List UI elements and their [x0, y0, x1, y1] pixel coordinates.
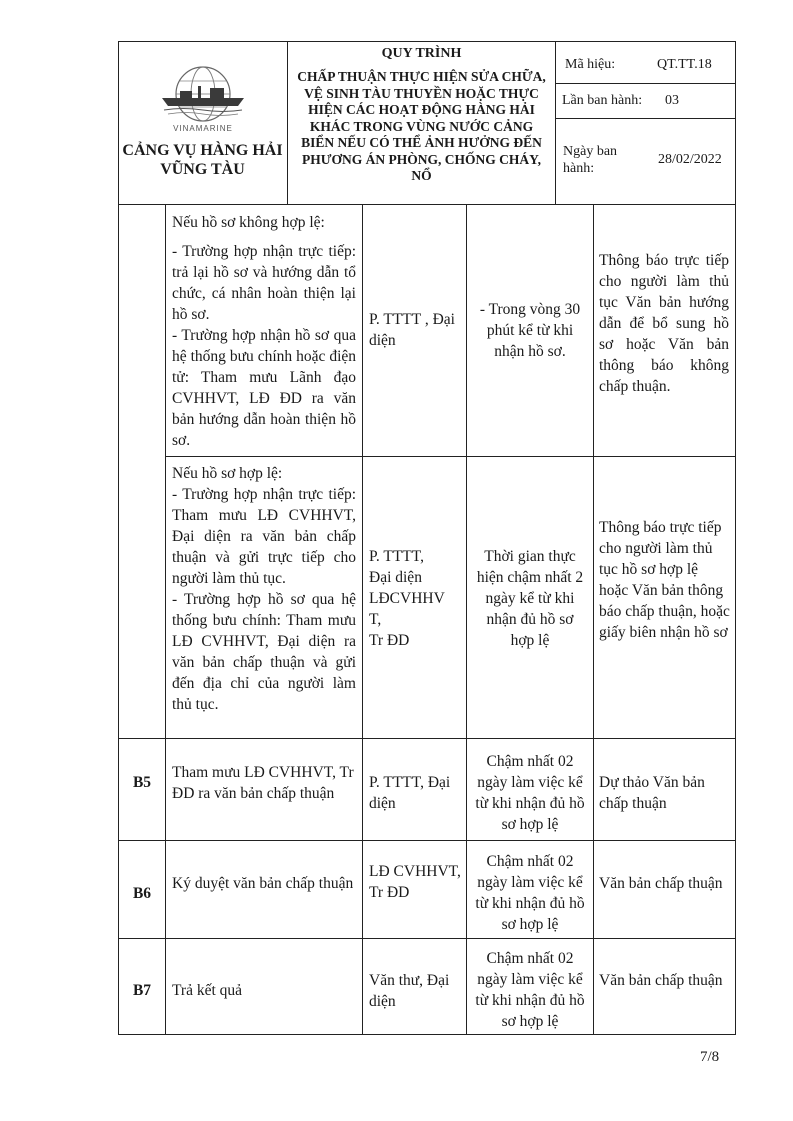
issue-label: Lần ban hành: — [562, 93, 643, 108]
table-row-b7-result: Văn bản chấp thuận — [599, 972, 723, 989]
ship-logo-icon — [158, 64, 248, 126]
code-label: Mã hiệu: — [565, 57, 616, 72]
step-number: B5 — [132, 774, 152, 791]
date-label: Ngày ban hành: — [563, 144, 618, 176]
agency-name — [118, 141, 287, 179]
responsible-line: LĐCVHHV — [369, 590, 445, 607]
procedure-title: CHẤP THUẬN THỰC HIỆN SỬA CHỮA, VỆ SINH TÀU THUYỀN HOẶC THỰC HIỆN CÁC HOẠT ĐỘNG HÀNG HẢI KHÁC TRONG VÙNG NƯỚC CẢNG BIỂN NẾU CÓ THỂ ẢNH HƯỞNG ĐẾN PHƯƠNG ÁN PHÒNG, CHỐNG CHÁY, NỔ — [297, 69, 546, 183]
responsible-line: P. TTTT, — [369, 548, 424, 565]
content-intro: Nếu hồ sơ hợp lệ: — [172, 465, 283, 482]
page-number: 7/8 — [700, 1049, 720, 1065]
table-row-b5-responsible: P. TTTT, Đại diện — [369, 774, 451, 812]
table-row-b7-responsible: Văn thư, Đại diện — [369, 972, 450, 1010]
table-row-b5-time: Chậm nhất 02 ngày làm việc kể từ khi nhận đủ hồ sơ hợp lệ — [475, 753, 585, 833]
table-row-b7-time: Chậm nhất 02 ngày làm việc kể từ khi nhận đủ hồ sơ hợp lệ — [475, 950, 585, 1030]
document-type: QUY TRÌNH — [381, 46, 462, 61]
table-row-b5-result: Dự thảo Văn bản chấp thuận — [599, 774, 705, 812]
table-row-b5-content: Tham mưu LĐ CVHHVT, Tr ĐD ra văn bản chấp thuận — [172, 764, 354, 802]
responsible-line: T, — [369, 611, 382, 628]
table-row-valid-responsible — [369, 546, 461, 651]
agency-name-line2: VŨNG TÀU — [160, 161, 245, 178]
table-row-b6-result: Văn bản chấp thuận — [599, 875, 723, 892]
content-item: - Trường hợp hồ sơ qua hệ thống bưu chính: Tham mưu LĐ CVHHVT, Đại diện ra văn bản chấp thuận và gửi đến địa chỉ của người làm thủ tục. — [172, 591, 356, 713]
step-number: B6 — [132, 885, 152, 902]
table-row-invalid-content — [172, 212, 356, 451]
table-row-valid-content — [172, 463, 356, 715]
responsible-line: Đại diện — [369, 569, 422, 586]
content-item: - Trường hợp nhận trực tiếp: Tham mưu LĐ CVHHVT, Đại diện ra văn bản chấp thuận và gửi trực tiếp cho người làm thủ tục. — [172, 486, 356, 587]
table-row-invalid-responsible: P. TTTT , Đại diện — [369, 311, 455, 349]
step-number: B7 — [132, 982, 152, 999]
table-row-invalid-result: Thông báo trực tiếp cho người làm thủ tục Văn bản hướng dẫn để bổ sung hồ sơ hoặc Văn bản thông báo không chấp thuận. — [599, 252, 729, 395]
content-intro: Nếu hồ sơ không hợp lệ: — [172, 214, 325, 231]
table-row-b6-time: Chậm nhất 02 ngày làm việc kể từ khi nhận đủ hồ sơ hợp lệ — [475, 853, 585, 933]
table-row-valid-time: Thời gian thực hiện chậm nhất 2 ngày kể từ khi nhận đủ hồ sơ hợp lệ — [476, 548, 584, 649]
table-row-b6-responsible: LĐ CVHHVT, Tr ĐD — [369, 863, 461, 901]
table-row-b6-content: Ký duyệt văn bản chấp thuận — [172, 875, 354, 892]
date-value: 28/02/2022 — [658, 152, 722, 167]
agency-logo — [158, 64, 248, 126]
responsible-line: Tr ĐD — [369, 632, 410, 649]
logo-text: VINAMARINE — [173, 124, 233, 133]
content-item: - Trường hợp nhận trực tiếp: trả lại hồ sơ và hướng dẫn tổ chức, cá nhân hoàn thiện lại hồ sơ. — [172, 243, 356, 323]
agency-name-line1: CẢNG VỤ HÀNG HẢI — [122, 142, 283, 159]
content-item: - Trường hợp nhận hồ sơ qua hệ thống bưu chính hoặc điện tử: Tham mưu Lãnh đạo CVHHVT, LĐ ĐD ra văn bản hướng dẫn hoàn thiện hồ sơ. — [172, 327, 356, 449]
table-row-b7-content: Trả kết quả — [172, 982, 243, 999]
table-row-valid-result: Thông báo trực tiếp cho người làm thủ tục hồ sơ hợp lệ hoặc Văn bản thông báo chấp thuận, hoặc giấy biên nhận hồ sơ — [599, 519, 730, 641]
issue-value: 03 — [665, 93, 679, 108]
code-value: QT.TT.18 — [657, 57, 712, 72]
table-row-invalid-time: - Trong vòng 30 phút kể từ khi nhận hồ sơ. — [479, 301, 581, 360]
